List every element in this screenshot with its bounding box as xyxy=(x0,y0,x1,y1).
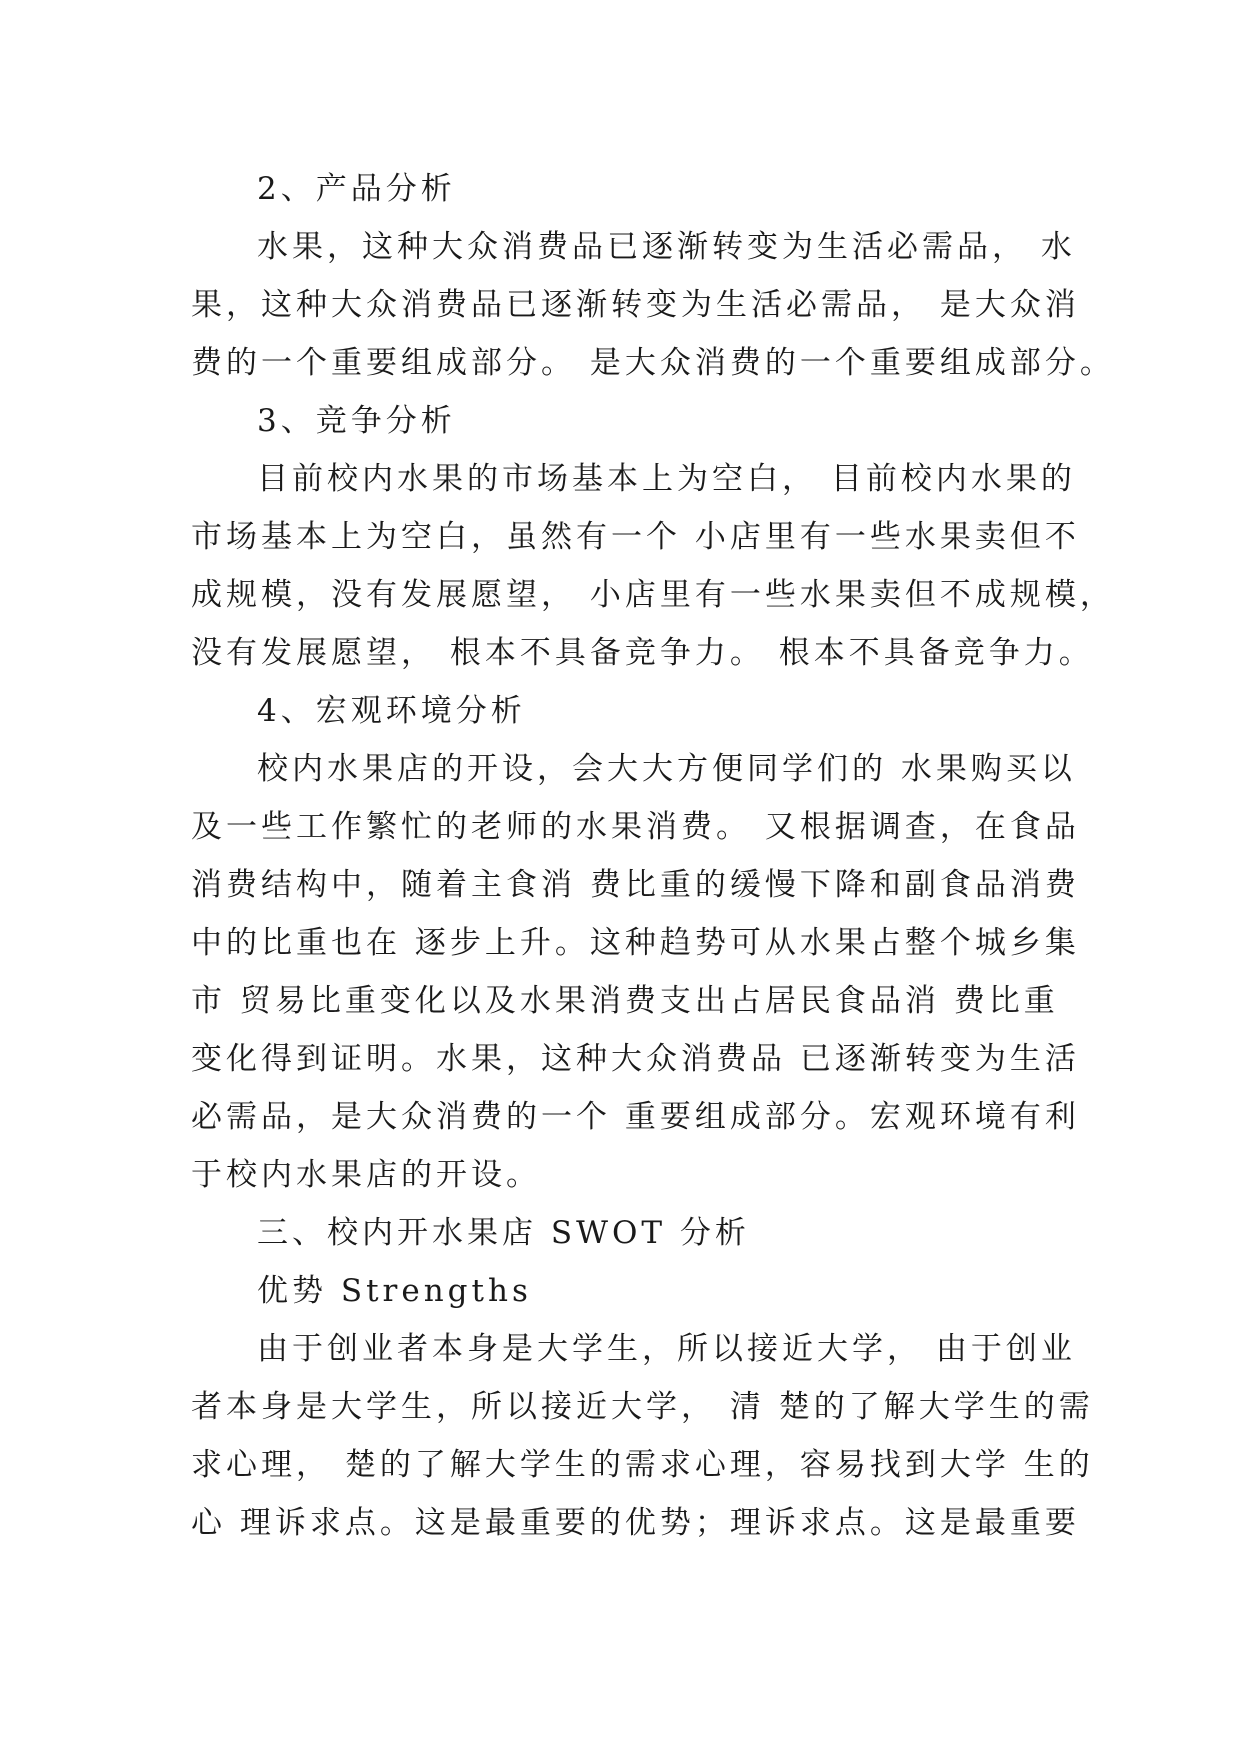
text-line: 水果，这种大众消费品已逐渐转变为生活必需品， 水 xyxy=(257,229,1076,265)
text-line: 及一些工作繁忙的老师的水果消费。 又根据调查，在食品 xyxy=(191,809,1080,845)
text-line: 4、宏观环境分析 xyxy=(257,693,526,729)
text-line: 市 贸易比重变化以及水果消费支出占居民食品消 费比重 xyxy=(191,983,1059,1019)
text-line: 心 理诉求点。这是最重要的优势；理诉求点。这是最重要 xyxy=(191,1505,1080,1541)
text-line: 2、产品分析 xyxy=(257,171,456,207)
text-line: 校内水果店的开设，会大大方便同学们的 水果购买以 xyxy=(257,751,1076,787)
text-line: 消费结构中，随着主食消 费比重的缓慢下降和副食品消费 xyxy=(191,867,1080,903)
text-line: 目前校内水果的市场基本上为空白， 目前校内水果的 xyxy=(257,461,1076,497)
text-line: 3、竞争分析 xyxy=(257,403,456,439)
text-line: 求心理， 楚的了解大学生的需求心理，容易找到大学 生的 xyxy=(191,1447,1094,1483)
text-line: 成规模，没有发展愿望， 小店里有一些水果卖但不成规模， xyxy=(191,577,1115,613)
text-line: 中的比重也在 逐步上升。这种趋势可从水果占整个城乡集 xyxy=(191,925,1080,961)
text-line: 果，这种大众消费品已逐渐转变为生活必需品， 是大众消 xyxy=(191,287,1080,323)
text-line: 优势 Strengths xyxy=(257,1273,532,1309)
text-line: 市场基本上为空白，虽然有一个 小店里有一些水果卖但不 xyxy=(191,519,1080,555)
text-line: 于校内水果店的开设。 xyxy=(191,1157,541,1193)
text-line: 必需品，是大众消费的一个 重要组成部分。宏观环境有利 xyxy=(191,1099,1080,1135)
text-line: 变化得到证明。水果，这种大众消费品 已逐渐转变为生活 xyxy=(191,1041,1080,1077)
document-body xyxy=(191,160,1115,1552)
text-line: 费的一个重要组成部分。 是大众消费的一个重要组成部分。 xyxy=(191,345,1115,381)
text-line: 没有发展愿望， 根本不具备竞争力。 根本不具备竞争力。 xyxy=(191,635,1094,671)
text-line: 者本身是大学生，所以接近大学， 清 楚的了解大学生的需 xyxy=(191,1389,1094,1425)
text-line: 三、校内开水果店 SWOT 分析 xyxy=(257,1215,750,1251)
text-line: 由于创业者本身是大学生，所以接近大学， 由于创业 xyxy=(257,1331,1076,1367)
